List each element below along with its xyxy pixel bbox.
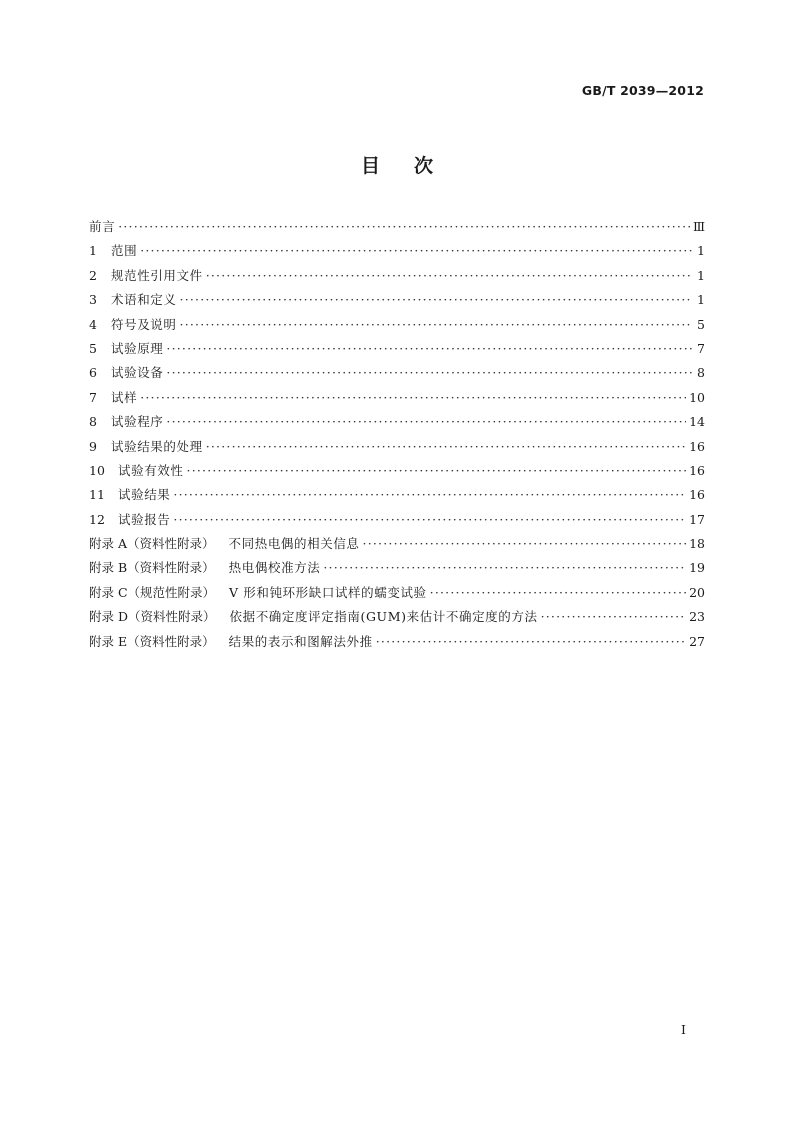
toc-item-page: 16 xyxy=(689,462,705,478)
toc-item-number: 8 xyxy=(89,414,97,430)
toc-item-page: 16 xyxy=(689,438,705,454)
toc-dot-leader xyxy=(376,630,686,654)
toc-item-title: 试验结果 xyxy=(118,487,171,503)
page-number: I xyxy=(681,1022,686,1037)
toc-dot-leader xyxy=(180,313,692,337)
toc-item-page: 14 xyxy=(689,414,705,430)
toc-item-number: 6 xyxy=(89,365,97,381)
toc-item[interactable] xyxy=(89,337,705,361)
toc-item[interactable] xyxy=(89,410,705,434)
toc-item-page: 1 xyxy=(697,267,705,283)
toc-item-page: 10 xyxy=(689,389,705,405)
toc-item[interactable] xyxy=(89,386,705,410)
toc-item[interactable] xyxy=(89,483,705,507)
toc-dot-leader xyxy=(118,215,690,239)
table-of-contents xyxy=(89,215,705,654)
toc-item-page: 17 xyxy=(689,511,705,527)
toc-item-page: 20 xyxy=(689,584,705,600)
toc-item-page: 18 xyxy=(689,536,705,552)
toc-dot-leader xyxy=(541,605,687,629)
toc-item[interactable] xyxy=(89,239,705,263)
toc-item-page: 5 xyxy=(697,316,705,332)
toc-item-title: 试验结果的处理 xyxy=(111,438,203,454)
toc-item-title: 范围 xyxy=(111,243,138,259)
toc-dot-leader xyxy=(166,410,686,434)
toc-item-title: 依据不确定度评定指南(GUM)来估计不确定度的方法 xyxy=(229,609,538,625)
toc-item-title: 不同热电偶的相关信息 xyxy=(228,536,360,552)
toc-dot-leader xyxy=(173,483,686,507)
toc-item-number: 5 xyxy=(89,340,97,356)
toc-item-page: Ⅲ xyxy=(692,219,705,234)
toc-dot-leader xyxy=(180,288,692,312)
toc-dot-leader xyxy=(166,337,692,361)
toc-dot-leader xyxy=(323,556,686,580)
toc-item-page: 19 xyxy=(689,560,705,576)
toc-item-title: 试验程序 xyxy=(111,414,164,430)
toc-item-page: 16 xyxy=(689,487,705,503)
toc-item[interactable] xyxy=(89,508,705,532)
toc-item-title: 结果的表示和图解法外推 xyxy=(228,633,373,649)
toc-item[interactable] xyxy=(89,630,705,654)
toc-item-number: 附录 B（资料性附录） xyxy=(89,560,215,576)
toc-item-title: 符号及说明 xyxy=(111,316,177,332)
toc-item[interactable] xyxy=(89,288,705,312)
toc-item-page: 23 xyxy=(689,609,705,625)
toc-item-page: 27 xyxy=(689,633,705,649)
toc-item-title: 试样 xyxy=(111,389,138,405)
toc-item-title: 试验原理 xyxy=(111,340,164,356)
toc-item-number: 2 xyxy=(89,267,97,283)
toc-item-title: 试验设备 xyxy=(111,365,164,381)
toc-item-title: 术语和定义 xyxy=(111,292,177,308)
toc-dot-leader xyxy=(173,508,686,532)
toc-item-title: V 形和钝环形缺口试样的蠕变试验 xyxy=(229,584,427,600)
toc-item-page: 8 xyxy=(697,365,705,381)
toc-item-page: 1 xyxy=(697,292,705,308)
toc-item[interactable] xyxy=(89,313,705,337)
toc-item-number: 附录 C（规范性附录） xyxy=(89,584,216,600)
toc-item[interactable] xyxy=(89,556,705,580)
toc-item-number: 11 xyxy=(89,487,105,503)
toc-item[interactable] xyxy=(89,435,705,459)
toc-item[interactable] xyxy=(89,532,705,556)
page-title: 目次 xyxy=(360,155,467,177)
toc-item-number: 1 xyxy=(89,243,97,259)
toc-item-number: 7 xyxy=(89,389,97,405)
toc-dot-leader xyxy=(206,264,692,288)
toc-dot-leader xyxy=(166,361,692,385)
toc-item-number: 12 xyxy=(89,511,105,527)
toc-item[interactable] xyxy=(89,605,705,629)
toc-item-number: 附录 D（资料性附录） xyxy=(89,609,216,625)
toc-dot-leader xyxy=(187,459,687,483)
toc-item-number: 10 xyxy=(89,462,105,478)
toc-dot-leader xyxy=(206,435,686,459)
toc-item[interactable] xyxy=(89,215,705,239)
toc-item-title: 热电偶校准方法 xyxy=(228,560,321,576)
toc-item-number: 3 xyxy=(89,292,97,308)
toc-dot-leader xyxy=(363,532,687,556)
toc-item-page: 7 xyxy=(697,340,705,356)
toc-dot-leader xyxy=(430,581,686,605)
toc-item-number: 9 xyxy=(89,438,97,454)
toc-item[interactable] xyxy=(89,264,705,288)
toc-item-title: 规范性引用文件 xyxy=(111,267,203,283)
toc-dot-leader xyxy=(140,239,692,263)
toc-item[interactable] xyxy=(89,459,705,483)
toc-item-title: 试验报告 xyxy=(118,511,171,527)
toc-item[interactable] xyxy=(89,361,705,385)
toc-item-title: 前言 xyxy=(89,219,116,234)
toc-item-number: 附录 E（资料性附录） xyxy=(89,633,215,649)
toc-item-number: 4 xyxy=(89,316,97,332)
toc-item-page: 1 xyxy=(697,243,705,259)
standard-code: GB/T 2039—2012 xyxy=(581,83,704,98)
toc-item[interactable] xyxy=(89,581,705,605)
toc-item-number: 附录 A（资料性附录） xyxy=(89,536,215,552)
toc-dot-leader xyxy=(140,386,686,410)
toc-item-title: 试验有效性 xyxy=(118,462,184,478)
